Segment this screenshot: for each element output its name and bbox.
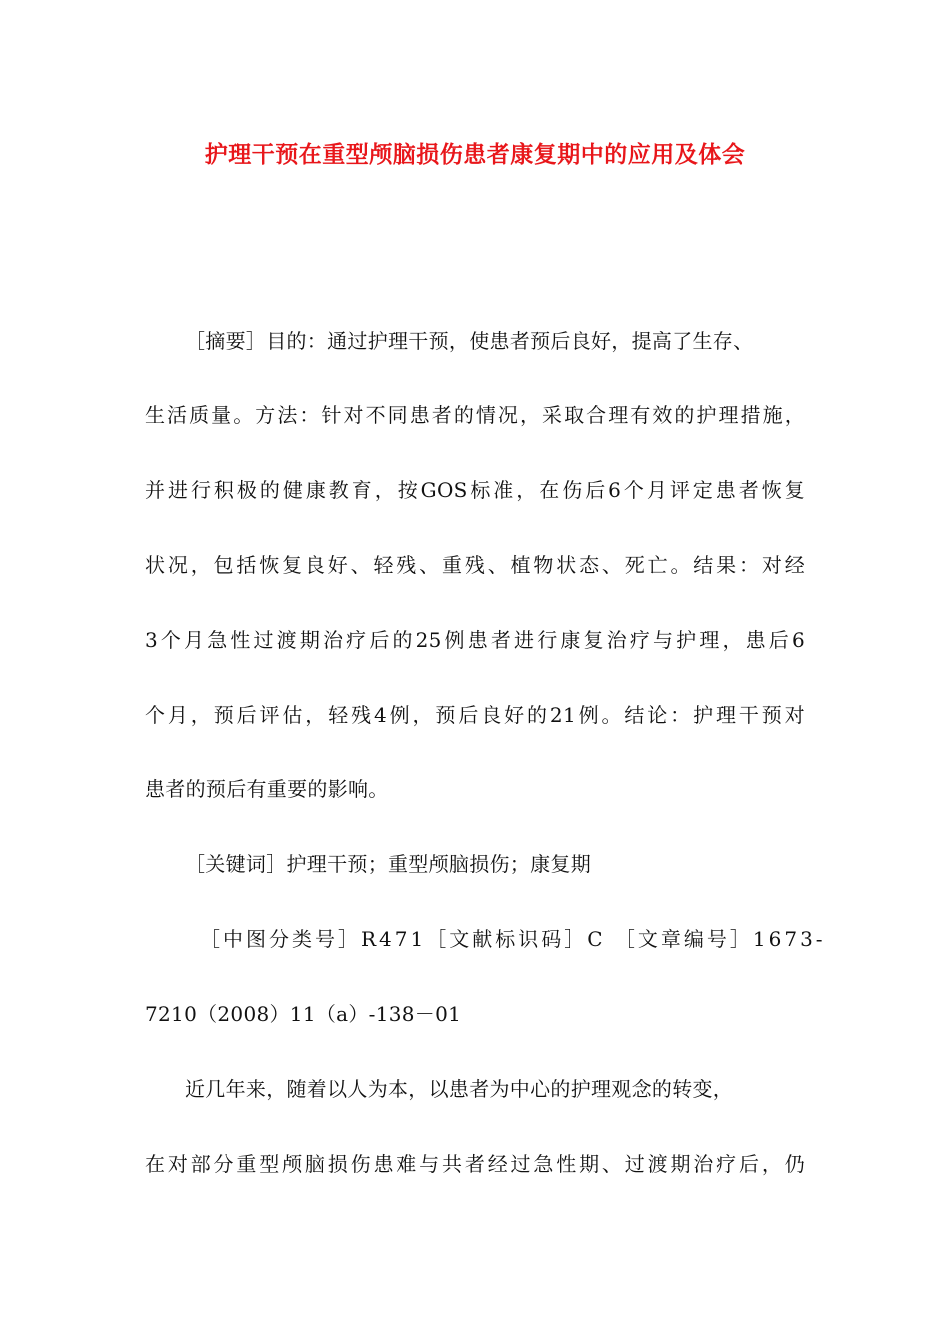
abstract-line-4: 状况，包括恢复良好、轻残、重残、植物状态、死亡。结果：对经 bbox=[145, 553, 805, 577]
body-line-2: 在对部分重型颅脑损伤患难与共者经过急性期、过渡期治疗后，仍 bbox=[145, 1152, 805, 1176]
abstract-line-5: 3个月急性过渡期治疗后的25例患者进行康复治疗与护理，患后6 bbox=[145, 628, 805, 652]
abstract-line-6: 个月，预后评估，轻残4例，预后良好的21例。结论：护理干预对 bbox=[145, 703, 805, 727]
abstract-line-2: 生活质量。方法：针对不同患者的情况，采取合理有效的护理措施， bbox=[145, 403, 805, 427]
document-title: 护理干预在重型颅脑损伤患者康复期中的应用及体会 bbox=[204, 141, 746, 168]
abstract-line-3: 并进行积极的健康教育，按GOS标准，在伤后6个月评定患者恢复 bbox=[145, 478, 805, 502]
classification-line-1: ［中图分类号］R471［文献标识码］C ［文章编号］1673- bbox=[200, 927, 826, 951]
abstract-line-1: ［摘要］目的：通过护理干预，使患者预后良好，提高了生存、 bbox=[185, 329, 754, 353]
keywords-line: ［关键词］护理干预；重型颅脑损伤；康复期 bbox=[185, 852, 591, 876]
body-line-1: 近几年来，随着以人为本，以患者为中心的护理观念的转变， bbox=[185, 1077, 734, 1101]
classification-line-2: 7210（2008）11（a）-138－01 bbox=[145, 1002, 462, 1026]
abstract-line-7: 患者的预后有重要的影响。 bbox=[145, 777, 389, 801]
